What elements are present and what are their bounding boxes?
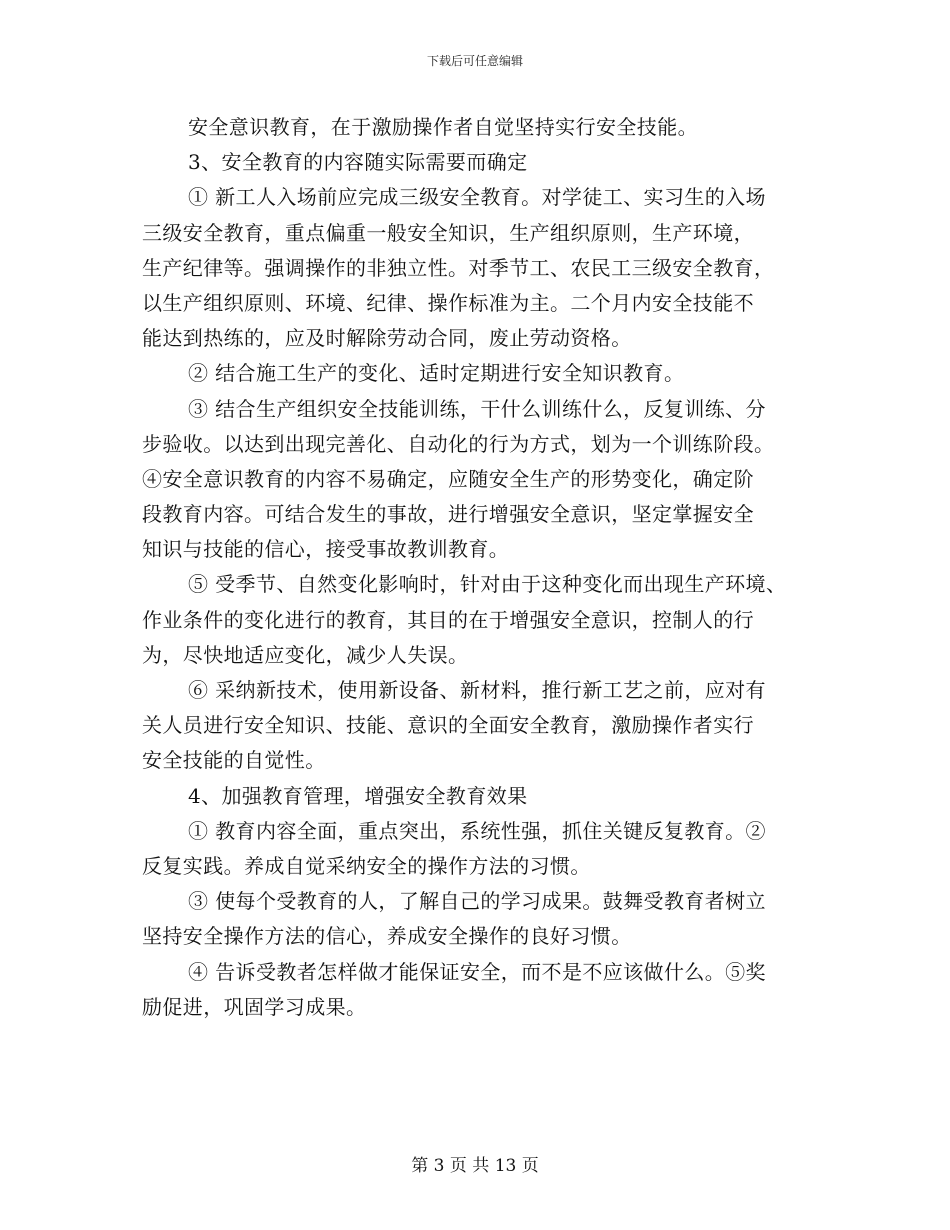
text-line: 反复实践。养成自觉采纳安全的操作方法的习惯。 [142, 853, 591, 878]
text-line: ⑥ 采纳新技术，使用新设备、新材料，推行新工艺之前，应对有 [188, 678, 766, 702]
text-line: 能达到热练的，应及时解除劳动合同，废止劳动资格。 [142, 326, 632, 351]
section-heading: 3、安全教育的内容随实际需要而确定 [188, 150, 528, 175]
text-line: ③ 使每个受教育的人，了解自己的学习成果。鼓舞受教育者树立 [188, 889, 766, 914]
text-line: 以生产组织原则、环境、纪律、操作标准为主。二个月内安全技能不 [142, 290, 754, 315]
text-line: 关人员进行安全知识、技能、意识的全面安全教育，激励操作者实行 [142, 713, 754, 738]
text-line: ② 结合施工生产的变化、适时定期进行安全知识教育。 [188, 361, 685, 386]
text-line: 段教育内容。可结合发生的事故，进行增强安全意识，坚定掌握安全 [142, 502, 754, 527]
text-line: 坚持安全操作方法的信心，养成安全操作的良好习惯。 [142, 924, 632, 949]
section-heading: 4、加强教育管理，增强安全教育效果 [188, 783, 528, 808]
text-line: 励促进，巩固学习成果。 [142, 994, 367, 1019]
text-line: ③ 结合生产组织安全技能训练，干什么训练什么，反复训练、分 [188, 396, 766, 421]
text-line: 作业条件的变化进行的教育，其目的在于增强安全意识，控制人的行 [142, 607, 754, 632]
page-header: 下载后可任意编辑 [426, 54, 523, 68]
text-line: 三级安全教育，重点偏重一般安全知识，生产组织原则，生产环境， [142, 220, 754, 245]
text-line: ① 新工人入场前应完成三级安全教育。对学徒工、实习生的入场 [188, 185, 766, 210]
text-line: 生产纪律等。强调操作的非独立性。对季节工、农民工三级安全教育， [142, 255, 775, 280]
text-line: 步验收。以达到出现完善化、自动化的行为方式，划为一个训练阶段。 [142, 431, 775, 456]
text-line: 知识与技能的信心，接受事故教训教育。 [142, 537, 510, 562]
text-line: 为，尽快地适应变化，减少人失误。 [142, 642, 469, 667]
text-line: ① 教育内容全面，重点突出，系统性强，抓住关键反复教育。② [188, 818, 766, 843]
text-line: ④ 告诉受教者怎样做才能保证安全，而不是不应该做什么。⑤奖 [188, 959, 766, 984]
body-text [142, 110, 812, 1025]
text-line: ④安全意识教育的内容不易确定，应随安全生产的形势变化，确定阶 [142, 466, 754, 491]
text-line: 安全意识教育，在于激励操作者自觉坚持实行安全技能。 [188, 115, 698, 139]
text-line: ⑤ 受季节、自然变化影响时，针对由于这种变化而出现生产环境、 [188, 572, 787, 597]
page-number-footer: 第 3 页 共 13 页 [411, 1156, 539, 1176]
text-line: 安全技能的自觉性。 [142, 748, 326, 773]
